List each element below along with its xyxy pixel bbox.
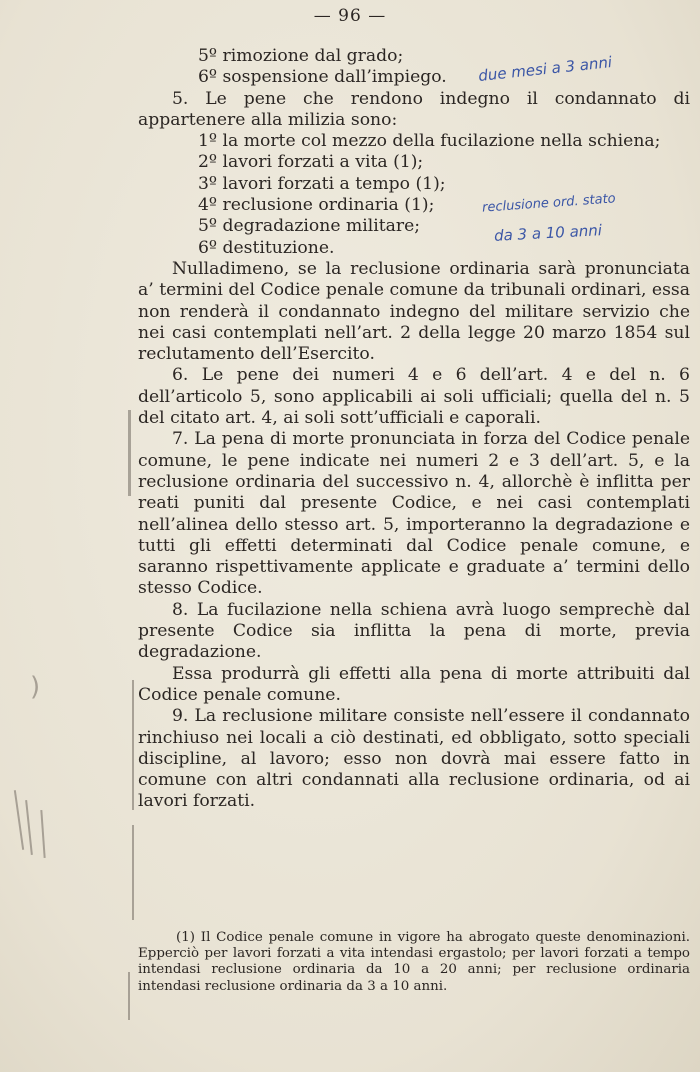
page-number: — 96 — (313, 6, 387, 26)
paragraph: 6º sospensione dall’impiego. (198, 67, 447, 88)
paragraph: 4º reclusione ordinaria (1); (198, 195, 435, 216)
paragraph: Nulladimeno, se la reclusione ordinaria sarà pronunciata a’ termini del Codice penale comune da tribunali ordinari, essa non renderà il condannato indegno del militare servizio che nei casi contemplati nell’art. 2 della legge 20 marzo 1854 sul reclutamento dell’Esercito. (138, 258, 690, 365)
pencil-margin-line (132, 825, 134, 920)
pencil-margin-line (128, 410, 131, 496)
paragraph: 5º degradazione militare; (198, 216, 421, 237)
footnote (138, 930, 690, 995)
paragraph: 5. Le pene che rendono indegno il condannato di appartenere alla milizia sono: (138, 88, 690, 130)
pencil-margin-line (128, 972, 130, 1020)
paragraph: 2º lavori forzati a vita (1); (198, 152, 424, 173)
pencil-margin-mark (25, 800, 33, 855)
paragraph: Essa produrrà gli effetti alla pena di morte attribuiti dal Codice penale comune. (138, 663, 690, 705)
handwritten-note: da 3 a 10 anni (493, 221, 603, 245)
pencil-margin-mark (40, 810, 45, 858)
footnote-text: (1) Il Codice penale comune in vigore ha abrogato queste denominazioni. Epperciò per lavori forzati a vita intendasi ergastolo; per lavori forzati a tempo intendasi reclusione ordinaria da 10 a 20 anni; per reclusione ordinaria intendasi reclusione ordinaria da 3 a 10 anni. (138, 930, 690, 994)
paragraph: 3º lavori forzati a tempo (1); (198, 173, 446, 194)
paragraph: 6º destituzione. (198, 237, 335, 258)
paragraph: 9. La reclusione militare consiste nell’essere il condannato rinchiuso nei locali a ciò destinati, ed obbligato, sotto speciali discipline, al lavoro; esso non dovrà mai essere fatto in comune con altri condannati alla reclusione ordinaria, od ai lavori forzati. (138, 706, 690, 812)
main-text (138, 46, 690, 813)
paragraph: 8. La fucilazione nella schiena avrà luogo semprechè dal presente Codice sia inflitta la pena di morte, previa degradazione. (138, 599, 690, 663)
pencil-margin-mark: ) (30, 672, 41, 702)
paragraph: 7. La pena di morte pronunciata in forza del Codice penale comune, le pene indicate nei numeri 2 e 3 dell’art. 5, e la reclusione ordinaria del successivo n. 4, allorchè è inflitta per reati puniti dal presente Codice, e nei casi contemplati nell’alinea dello stesso art. 5, importeranno la degradazione e tutti gli effetti determinati dal Codice penale comune, e saranno rispettivamente applicate e graduate a’ termini dello stesso Codice. (138, 429, 690, 599)
handwritten-note: reclusione ord. stato (481, 191, 617, 216)
paragraph: 1º la morte col mezzo della fucilazione nella schiena; (198, 131, 661, 152)
paragraph: 6. Le pene dei numeri 4 e 6 dell’art. 4 e del n. 6 dell’articolo 5, sono applicabili ai soli ufficiali; quella del n. 5 del citato art. 4, ai soli sott’ufficiali e caporali. (138, 365, 690, 429)
handwritten-note: due mesi a 3 anni (477, 53, 613, 85)
paragraph: 5º rimozione dal grado; (198, 46, 404, 66)
pencil-margin-mark (14, 790, 24, 850)
pencil-margin-line (132, 680, 134, 810)
